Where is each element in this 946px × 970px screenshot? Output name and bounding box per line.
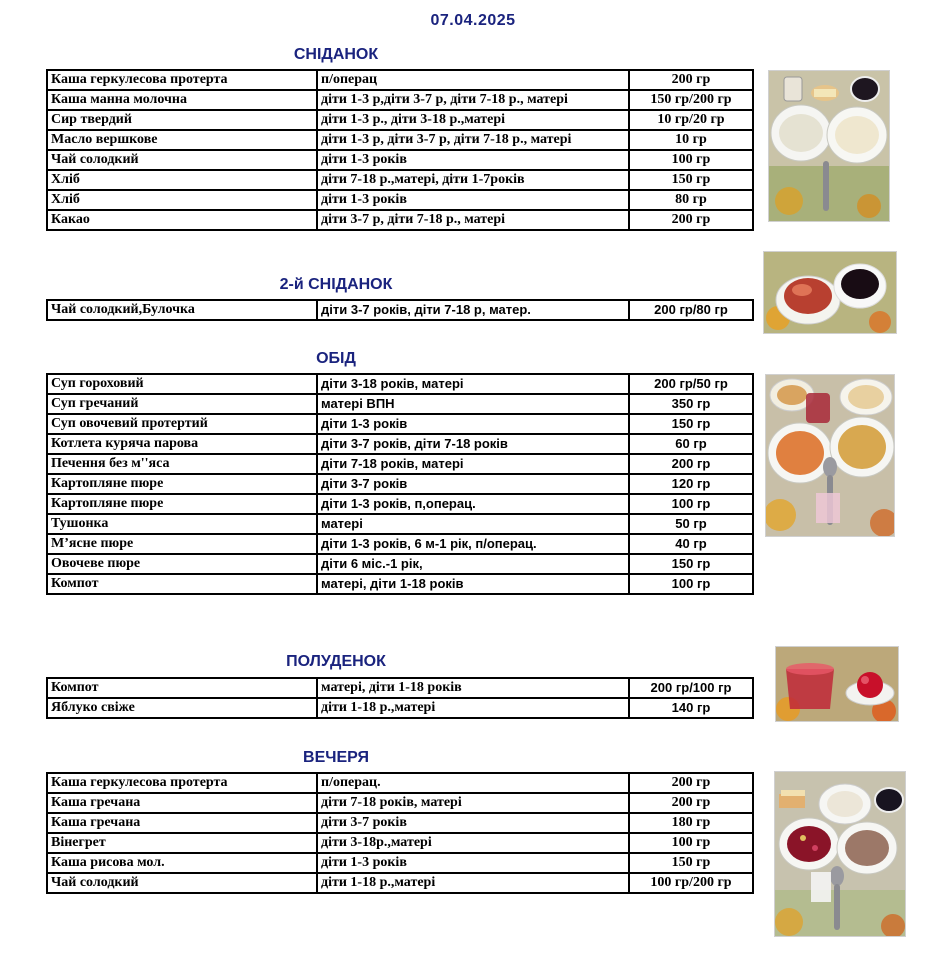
recipients-cell: діти 3-18р.,матері (317, 833, 629, 853)
dish-cell: Каша геркулесова протерта (47, 773, 317, 793)
portion-cell: 150 гр (629, 170, 753, 190)
dish-cell: Компот (47, 678, 317, 698)
dish-cell: Суп гречаний (47, 394, 317, 414)
portion-cell: 50 гр (629, 514, 753, 534)
portion-cell: 80 гр (629, 190, 753, 210)
table-row (47, 853, 753, 873)
table-row (47, 70, 753, 90)
recipients-cell: діти 3-7 років (317, 474, 629, 494)
dish-cell: Котлета куряча парова (47, 434, 317, 454)
recipients-cell: діти 1-3 років (317, 150, 629, 170)
dish-cell: Суп гороховий (47, 374, 317, 394)
breakfast-photo (768, 70, 890, 222)
dish-cell: Чай солодкий (47, 150, 317, 170)
dish-cell: Масло вершкове (47, 130, 317, 150)
portion-cell: 140 гр (629, 698, 753, 718)
recipients-cell: діти 3-18 років, матері (317, 374, 629, 394)
recipients-cell: діти 3-7 р, діти 7-18 р., матері (317, 210, 629, 230)
table-row (47, 793, 753, 813)
recipients-cell: діти 1-3 років, п,операц. (317, 494, 629, 514)
dish-cell: Чай солодкий,Булочка (47, 300, 317, 320)
portion-cell: 200 гр (629, 793, 753, 813)
dish-cell: Суп овочевий протертий (47, 414, 317, 434)
table-row (47, 554, 753, 574)
dish-cell: Сир твердий (47, 110, 317, 130)
afternoon-snack-photo (775, 646, 899, 722)
menu-date: 07.04.2025 (430, 12, 516, 29)
portion-cell: 200 гр (629, 773, 753, 793)
dish-cell: Какао (47, 210, 317, 230)
dish-cell: Вінегрет (47, 833, 317, 853)
dish-cell: Каша рисова мол. (47, 853, 317, 873)
recipients-cell: діти 7-18 років, матері (317, 454, 629, 474)
portion-cell: 120 гр (629, 474, 753, 494)
dish-cell: Чай солодкий (47, 873, 317, 893)
second-breakfast-photo (763, 251, 897, 334)
portion-cell: 10 гр (629, 130, 753, 150)
section-title-afternoon-snack: ПОЛУДЕНОК (286, 653, 386, 670)
section-title-lunch: ОБІД (316, 350, 356, 367)
portion-cell: 10 гр/20 гр (629, 110, 753, 130)
recipients-cell: діти 1-3 років (317, 190, 629, 210)
recipients-cell: діти 1-18 р.,матері (317, 873, 629, 893)
dish-cell: Компот (47, 574, 317, 594)
section-title-breakfast: СНІДАНОК (293, 46, 379, 63)
dish-cell: Хліб (47, 170, 317, 190)
portion-cell: 150 гр (629, 853, 753, 873)
recipients-cell: матері, діти 1-18 років (317, 574, 629, 594)
table-row (47, 698, 753, 718)
recipients-cell: матері, діти 1-18 років (317, 678, 629, 698)
recipients-cell: діти 7-18 років, матері (317, 793, 629, 813)
dish-cell: Каша гречана (47, 793, 317, 813)
table-row (47, 90, 753, 110)
recipients-cell: п/операц (317, 70, 629, 90)
table-row (47, 773, 753, 793)
table-row (47, 300, 753, 320)
section-title-dinner: ВЕЧЕРЯ (303, 749, 369, 766)
dinner-photo (774, 771, 906, 937)
portion-cell: 200 гр (629, 454, 753, 474)
portion-cell: 100 гр (629, 150, 753, 170)
recipients-cell: діти 3-7 років, діти 7-18 років (317, 434, 629, 454)
recipients-cell: діти 6 міс.-1 рік, (317, 554, 629, 574)
dish-cell: Каша геркулесова протерта (47, 70, 317, 90)
portion-cell: 200 гр (629, 210, 753, 230)
recipients-cell: діти 1-3 р, діти 3-7 р, діти 7-18 р., матері (317, 130, 629, 150)
recipients-cell: діти 1-3 р,діти 3-7 р, діти 7-18 р., матері (317, 90, 629, 110)
dinner-table (46, 772, 754, 894)
table-row (47, 110, 753, 130)
table-row (47, 574, 753, 594)
table-row (47, 534, 753, 554)
portion-cell: 100 гр/200 гр (629, 873, 753, 893)
portion-cell: 200 гр (629, 70, 753, 90)
table-row (47, 813, 753, 833)
recipients-cell: п/операц. (317, 773, 629, 793)
table-row (47, 494, 753, 514)
lunch-photo (765, 374, 895, 537)
table-row (47, 150, 753, 170)
table-row (47, 434, 753, 454)
table-row (47, 170, 753, 190)
recipients-cell: матері (317, 514, 629, 534)
recipients-cell: діти 1-3 років (317, 414, 629, 434)
section-title-second-breakfast: 2-й СНІДАНОК (279, 276, 393, 293)
portion-cell: 100 гр (629, 494, 753, 514)
dish-cell: Печення без м''яса (47, 454, 317, 474)
portion-cell: 200 гр/50 гр (629, 374, 753, 394)
recipients-cell: діти 1-3 років (317, 853, 629, 873)
recipients-cell: матері ВПН (317, 394, 629, 414)
recipients-cell: діти 1-3 р., діти 3-18 р.,матері (317, 110, 629, 130)
dish-cell: Каша манна молочна (47, 90, 317, 110)
table-row (47, 210, 753, 230)
dish-cell: Каша гречана (47, 813, 317, 833)
dish-cell: Хліб (47, 190, 317, 210)
dish-cell: Яблуко свіже (47, 698, 317, 718)
portion-cell: 200 гр/80 гр (629, 300, 753, 320)
table-row (47, 190, 753, 210)
table-row (47, 394, 753, 414)
table-row (47, 374, 753, 394)
portion-cell: 100 гр (629, 574, 753, 594)
recipients-cell: діти 1-18 р.,матері (317, 698, 629, 718)
portion-cell: 40 гр (629, 534, 753, 554)
second-breakfast-table (46, 299, 754, 321)
portion-cell: 100 гр (629, 833, 753, 853)
table-row (47, 833, 753, 853)
breakfast-table (46, 69, 754, 231)
table-row (47, 873, 753, 893)
table-row (47, 454, 753, 474)
recipients-cell: діти 1-3 років, 6 м-1 рік, п/операц. (317, 534, 629, 554)
recipients-cell: діти 7-18 р.,матері, діти 1-7років (317, 170, 629, 190)
recipients-cell: діти 3-7 років, діти 7-18 р, матер. (317, 300, 629, 320)
table-row (47, 514, 753, 534)
portion-cell: 60 гр (629, 434, 753, 454)
lunch-table (46, 373, 754, 595)
portion-cell: 200 гр/100 гр (629, 678, 753, 698)
afternoon-snack-table (46, 677, 754, 719)
portion-cell: 150 гр (629, 414, 753, 434)
portion-cell: 180 гр (629, 813, 753, 833)
dish-cell: Картопляне пюре (47, 494, 317, 514)
dish-cell: Тушонка (47, 514, 317, 534)
portion-cell: 150 гр/200 гр (629, 90, 753, 110)
table-row (47, 678, 753, 698)
table-row (47, 474, 753, 494)
dish-cell: М’ясне пюре (47, 534, 317, 554)
table-row (47, 130, 753, 150)
dish-cell: Картопляне пюре (47, 474, 317, 494)
table-row (47, 414, 753, 434)
recipients-cell: діти 3-7 років (317, 813, 629, 833)
portion-cell: 150 гр (629, 554, 753, 574)
portion-cell: 350 гр (629, 394, 753, 414)
dish-cell: Овочеве пюре (47, 554, 317, 574)
